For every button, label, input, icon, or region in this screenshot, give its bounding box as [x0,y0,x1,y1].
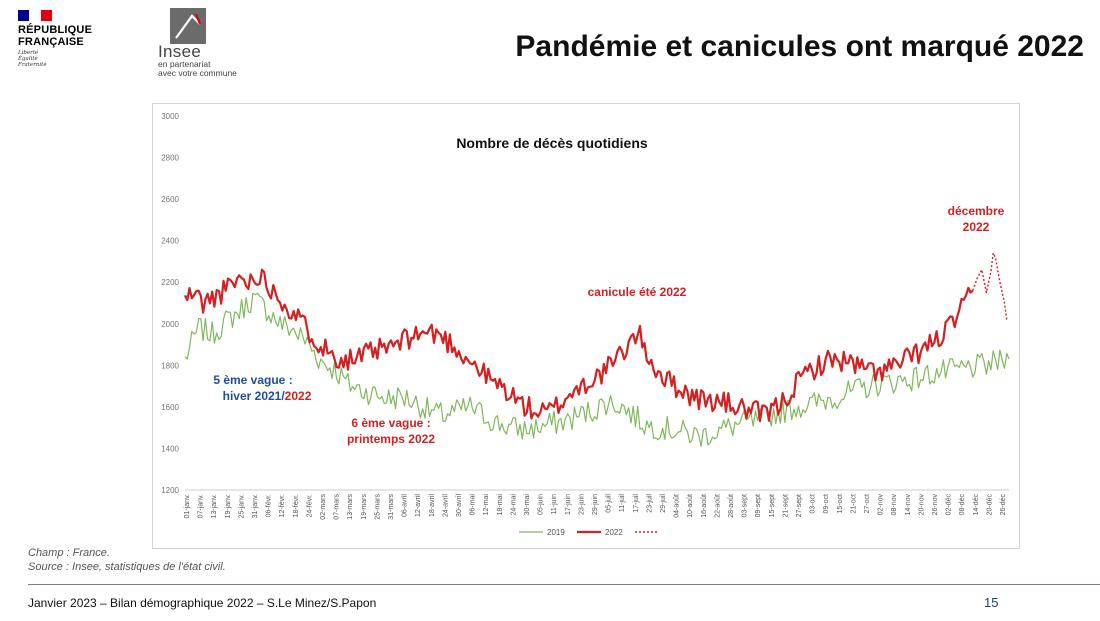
x-tick-label: 12-févr. [279,494,287,518]
x-tick-label: 11-juil [619,494,627,513]
insee-tagline [158,60,268,78]
x-tick-label: 27-oct [864,494,871,514]
x-tick-label: 21-oct [850,494,858,514]
x-tick-label: 24-mai [510,494,518,516]
insee-tagline-1: en partenariat [158,59,211,69]
insee-name: Insee [158,42,202,61]
annotation-text: 6 ème vague : [351,416,431,430]
x-tick-label: 19-mars [360,494,368,520]
insee-tagline-2: avec votre commune [158,68,237,78]
x-tick-label: 18-mai [496,494,504,516]
chart-notes [28,546,226,574]
x-tick-label: 01-janv. [184,494,191,519]
x-tick-label: 03-oct [809,494,817,514]
y-tick-label: 2000 [161,319,179,329]
x-tick-label: 02-déc [945,494,953,516]
republique-line1: RÉPUBLIQUE [18,24,93,36]
y-axis [161,112,179,495]
annotation-text: 2022 [962,220,990,234]
y-tick-label: 1600 [161,402,179,412]
y-tick-label: 1200 [161,486,179,495]
x-tick-label: 18-avril [428,494,436,517]
x-tick-label: 17-juin [564,494,572,516]
x-tick-label: 22-août [714,494,722,518]
legend-label: 2019 [547,528,565,537]
x-tick-label: 16-août [700,494,708,518]
x-tick-label: 13-janv. [211,494,219,519]
x-tick-label: 08-déc [959,494,967,516]
x-tick-label: 11-juin [551,494,559,515]
y-tick-label: 1800 [161,361,179,371]
y-tick-label: 2200 [161,278,179,288]
x-tick-label: 27-sept [796,494,803,518]
x-tick-label: 04-août [673,494,681,518]
note-source: Source : Insee, statistiques de l'état civil. [28,561,226,573]
y-tick-label: 3000 [161,112,179,121]
annotation-text: canicule été 2022 [587,285,687,299]
chart-legend [519,528,659,537]
motto-egalite: Égalité [18,56,38,62]
annotations [213,204,1004,446]
x-tick-label: 07-janv. [197,494,205,519]
x-tick-label: 20-déc [986,494,994,516]
x-tick-label: 15-oct [836,494,844,514]
x-tick-label: 06-févr. [265,494,273,518]
x-axis [184,490,1009,520]
x-tick-label: 05-juin [537,494,545,516]
legend-label: 2022 [605,528,623,537]
x-tick-label: 31-mars [388,494,395,520]
x-tick-label: 23-juin [578,494,586,516]
slide-title: Pandémie et canicules ont marqué 2022 [515,30,1084,63]
x-tick-label: 07-mars [333,494,341,520]
chart-frame [152,103,1020,549]
y-tick-label: 2400 [161,236,179,246]
x-tick-label: 24-avril [442,494,450,517]
motto-fraternite: Fraternité [18,62,47,68]
x-tick-label: 26-nov [932,494,939,516]
x-tick-label: 29-juin [592,494,599,516]
x-tick-label: 19-janv. [224,494,232,519]
x-tick-label: 14-nov [904,494,912,516]
note-champ: Champ : France. [28,547,110,559]
footer-text: Janvier 2023 – Bilan démographique 2022 – S.Le Minez/S.Papon [28,596,377,610]
x-tick-label: 17-juil [632,494,640,513]
annotation-text: décembre [947,204,1005,218]
x-tick-label: 20-nov [918,494,926,516]
x-tick-label: 31-janv. [252,494,259,519]
insee-logo [158,8,258,78]
x-tick-label: 05-juil [605,494,613,513]
x-tick-label: 30-avril [456,494,463,517]
page-number: 15 [984,595,999,610]
republique-line2: FRANÇAISE [18,36,84,48]
republique-motto [18,50,47,68]
x-tick-label: 18-févr. [292,494,300,518]
x-tick-label: 13-mars [347,494,355,520]
x-tick-label: 25-mars [374,494,382,520]
x-tick-label: 15-sept [768,494,776,518]
chart-title: Nombre de décès quotidiens [456,135,648,151]
series-layer [185,253,1009,446]
x-tick-label: 09-oct [823,494,831,514]
x-tick-label: 12-mai [483,494,491,516]
x-tick-label: 06-avril [401,494,409,517]
x-tick-label: 21-sept [782,494,790,518]
x-tick-label: 02-mars [320,494,327,520]
french-flag-icon [18,10,52,21]
annotation-tail: 2022 [284,389,312,403]
x-tick-label: 28-août [728,494,735,518]
x-tick-label: 30-mai [524,494,531,516]
y-tick-label: 2600 [161,195,179,205]
annotation-text: hiver 2021/2022 [222,389,312,403]
y-tick-label: 1400 [161,444,179,454]
x-tick-label: 24-févr. [306,494,314,518]
annotation-text: 5 ème vague : [213,373,293,387]
x-tick-label: 26-déc [1000,494,1007,516]
motto-liberte: Liberté [18,50,39,56]
footer-divider [28,584,1100,585]
republique-name [18,24,92,48]
annotation-text: printemps 2022 [346,432,436,446]
x-tick-label: 12-avril [415,494,423,517]
insee-mark-icon [170,8,206,44]
x-tick-label: 25-janv. [238,494,246,519]
x-tick-label: 02-nov [877,494,885,516]
x-tick-label: 14-déc [972,494,980,516]
x-tick-label: 23-juil [646,494,654,513]
x-tick-label: 09-sept [755,494,763,518]
x-tick-label: 29-juil [660,494,667,513]
daily-deaths-chart [153,104,1019,548]
x-tick-label: 08-nov [891,494,899,516]
x-tick-label: 03-sept [741,494,749,518]
x-tick-label: 06-mai [469,494,477,516]
x-tick-label: 10-août [687,494,695,518]
series-line-projection [973,253,1007,320]
y-tick-label: 2800 [161,153,179,163]
